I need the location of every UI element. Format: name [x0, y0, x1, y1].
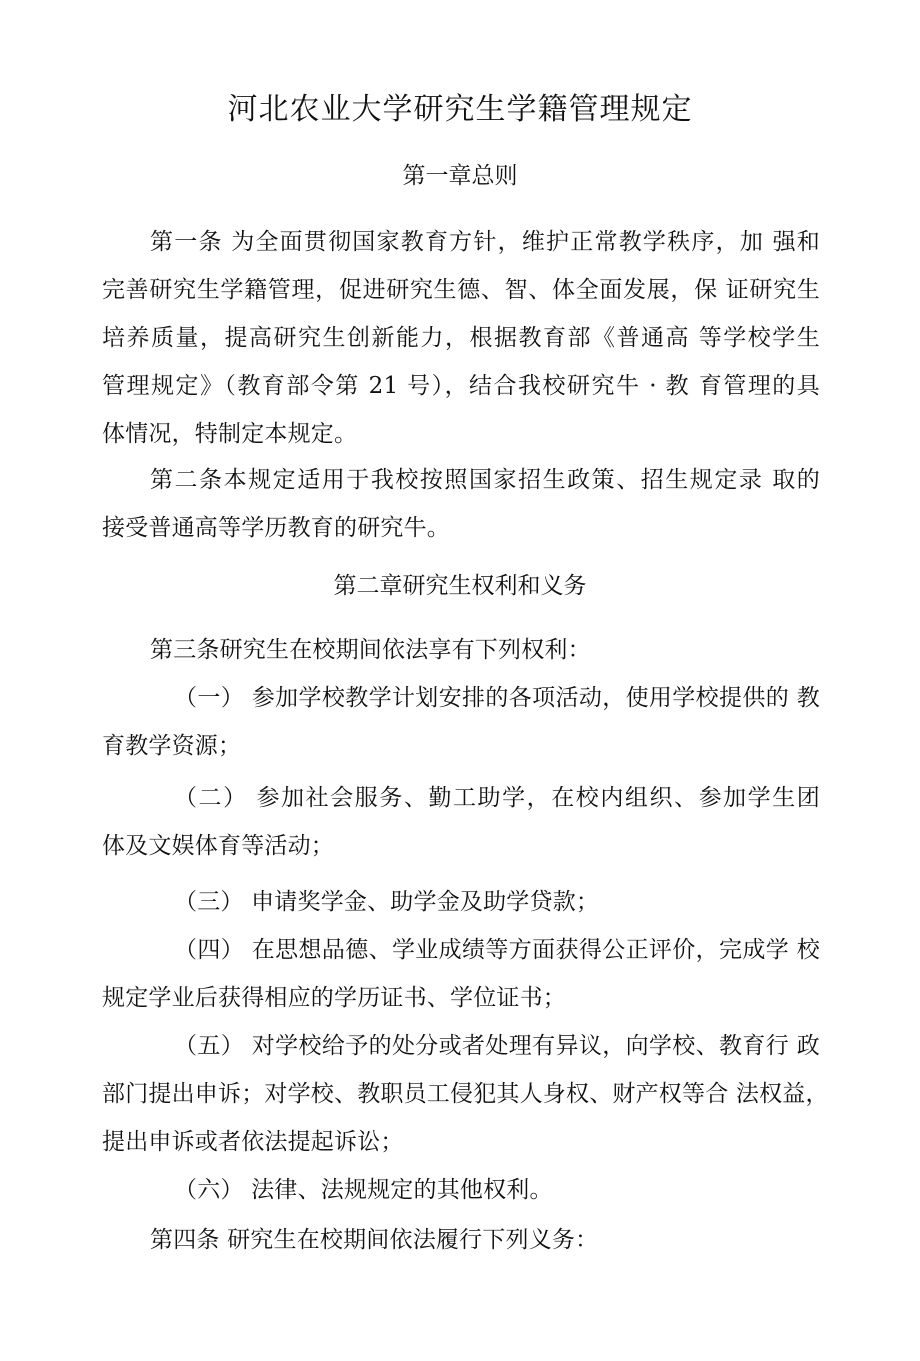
- text-line: 培养质量，提高研究生创新能力，根据教育部《普通高 等学校学生: [102, 325, 820, 351]
- article-1-paragraph: [102, 218, 820, 458]
- right-item-6: [102, 1166, 820, 1214]
- chapter-1-heading: 第一章总则: [402, 163, 518, 189]
- text-line: 体情况，特制定本规定。: [102, 421, 358, 447]
- text-line: （五） 对学校给予的处分或者处理有异议，向学校、教育行 政: [174, 1033, 820, 1059]
- article-3-paragraph: [102, 626, 820, 674]
- text-line: 提出申诉或者依法提起诉讼；: [102, 1129, 404, 1155]
- right-item-5: [102, 1022, 829, 1166]
- right-item-1: [102, 674, 820, 770]
- text-line: 第二条本规定适用于我校按照国家招生政策、招生规定录 取的: [150, 467, 820, 493]
- text-line: 育教学资源；: [102, 733, 242, 759]
- text-line: 接受普通高等学历教育的研究牛。: [102, 515, 450, 541]
- text-line: 体及文娱体育等活动；: [102, 833, 334, 859]
- text-line: （二） 参加社会服务、勤工助学，在校内组织、参加学生团: [174, 785, 820, 811]
- text-line: 第三条研究生在校期间依法享有下列权利：: [150, 637, 591, 663]
- text-line: 完善研究生学籍管理，促进研究生德、智、体全面发展，保 证研究生: [102, 277, 820, 303]
- text-line: 第四条 研究生在校期间依法履行下列义务：: [150, 1227, 599, 1253]
- article-2-paragraph: [102, 456, 820, 552]
- text-line: 规定学业后获得相应的学历证书、学位证书；: [102, 985, 566, 1011]
- chapter-2-heading: 第二章研究生权利和义务: [333, 573, 587, 599]
- text-line: （三） 申请奖学金、助学金及助学贷款；: [174, 889, 600, 915]
- right-item-4: [102, 926, 820, 1022]
- text-line: （一） 参加学校教学计划安排的各项活动，使用学校提供的 教: [174, 685, 820, 711]
- right-item-3: [102, 878, 820, 926]
- text-line: 部门提出申诉；对学校、教职员工侵犯其人身权、财产权等合 法权益，: [102, 1081, 829, 1107]
- text-line: 管理规定》（教育部令第 21 号），结合我校研究牛 · 教 育管理的具: [102, 373, 820, 399]
- text-line: （六） 法律、法规规定的其他权利。: [174, 1177, 553, 1203]
- text-line: 第一条 为全面贯彻国家教育方针，维护正常教学秩序，加 强和: [150, 229, 820, 255]
- text-line: （四） 在思想品德、学业成绩等方面获得公正评价，完成学 校: [174, 937, 820, 963]
- right-item-2: [102, 774, 820, 870]
- document-title: 河北农业大学研究生学籍管理规定: [227, 92, 693, 127]
- article-4-paragraph: [102, 1216, 820, 1264]
